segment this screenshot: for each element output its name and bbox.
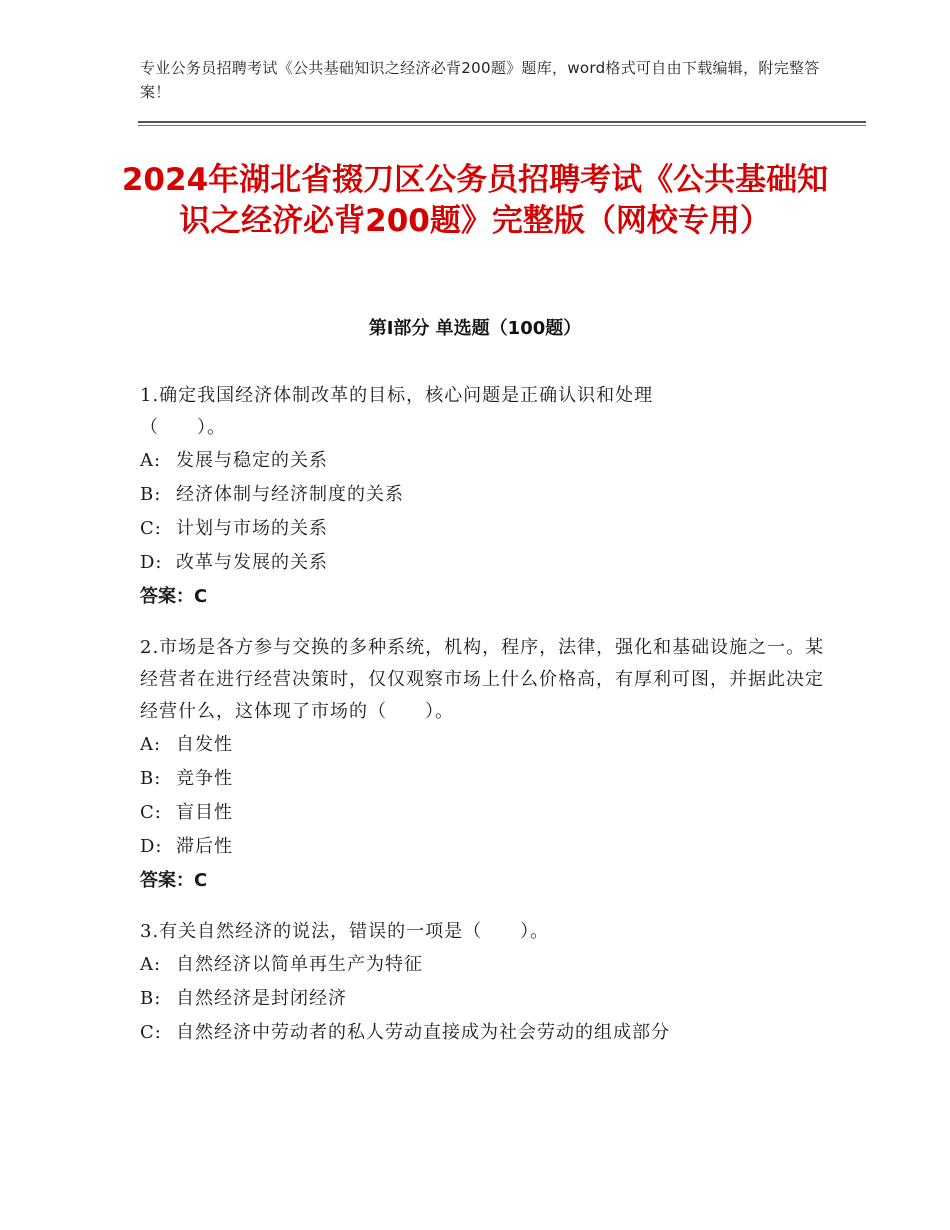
option-letter: B: [140, 988, 162, 1009]
option-a [140, 444, 830, 478]
option-text: 发展与稳定的关系 [176, 450, 328, 471]
option-text: 滞后性 [176, 836, 233, 857]
option-a [140, 948, 830, 982]
option-letter: D: [140, 836, 163, 857]
question-1 [140, 380, 830, 614]
option-letter: A: [140, 954, 162, 975]
question-list [140, 380, 830, 1068]
option-d [140, 830, 830, 864]
question-stem: 3.有关自然经济的说法，错误的一项是（ ）。 [140, 921, 550, 942]
question-stem: 1.确定我国经济体制改革的目标，核心问题是正确认识和处理 （ ）。 [140, 385, 654, 438]
header-note: 专业公务员招聘考试《公共基础知识之经济必背200题》题库，word格式可自由下载编辑，附完整答案！ [140, 59, 820, 101]
option-letter: B: [140, 768, 162, 789]
option-a [140, 728, 830, 762]
option-text: 自然经济是封闭经济 [176, 988, 347, 1009]
option-text: 自发性 [176, 734, 233, 755]
question-stem: 2.市场是各方参与交换的多种系统，机构，程序，法律，强化和基础设施之一。某经营者在进行经营决策时，仅仅观察市场上什么价格高，有厚利可图，并据此决定经营什么，这体现了市场的（ ）。 [140, 637, 825, 722]
option-letter: C: [140, 1022, 162, 1043]
option-c [140, 512, 830, 546]
option-text: 经济体制与经济制度的关系 [176, 484, 404, 505]
option-letter: C: [140, 518, 162, 539]
question-3 [140, 916, 830, 1050]
answer-label: 答案：C [140, 586, 208, 607]
question-2 [140, 632, 830, 898]
option-text: 自然经济中劳动者的私人劳动直接成为社会劳动的组成部分 [176, 1022, 670, 1043]
option-c [140, 1016, 830, 1050]
header-divider-thin [138, 125, 866, 126]
option-letter: B: [140, 484, 162, 505]
option-text: 竞争性 [176, 768, 233, 789]
option-b [140, 982, 830, 1016]
section-title: 第I部分 单选题（100题） [368, 318, 582, 339]
option-letter: A: [140, 450, 162, 471]
option-text: 自然经济以简单再生产为特征 [176, 954, 423, 975]
option-b [140, 762, 830, 796]
option-b [140, 478, 830, 512]
option-c [140, 796, 830, 830]
option-d [140, 546, 830, 580]
document-title: 2024年湖北省掇刀区公务员招聘考试《公共基础知识之经济必背200题》完整版（网校专用） [121, 162, 829, 239]
option-text: 改革与发展的关系 [176, 552, 328, 573]
option-letter: C: [140, 802, 162, 823]
option-letter: A: [140, 734, 162, 755]
option-text: 盲目性 [176, 802, 233, 823]
option-text: 计划与市场的关系 [176, 518, 328, 539]
header-divider-thick [138, 121, 866, 123]
answer-label: 答案：C [140, 870, 208, 891]
option-letter: D: [140, 552, 163, 573]
